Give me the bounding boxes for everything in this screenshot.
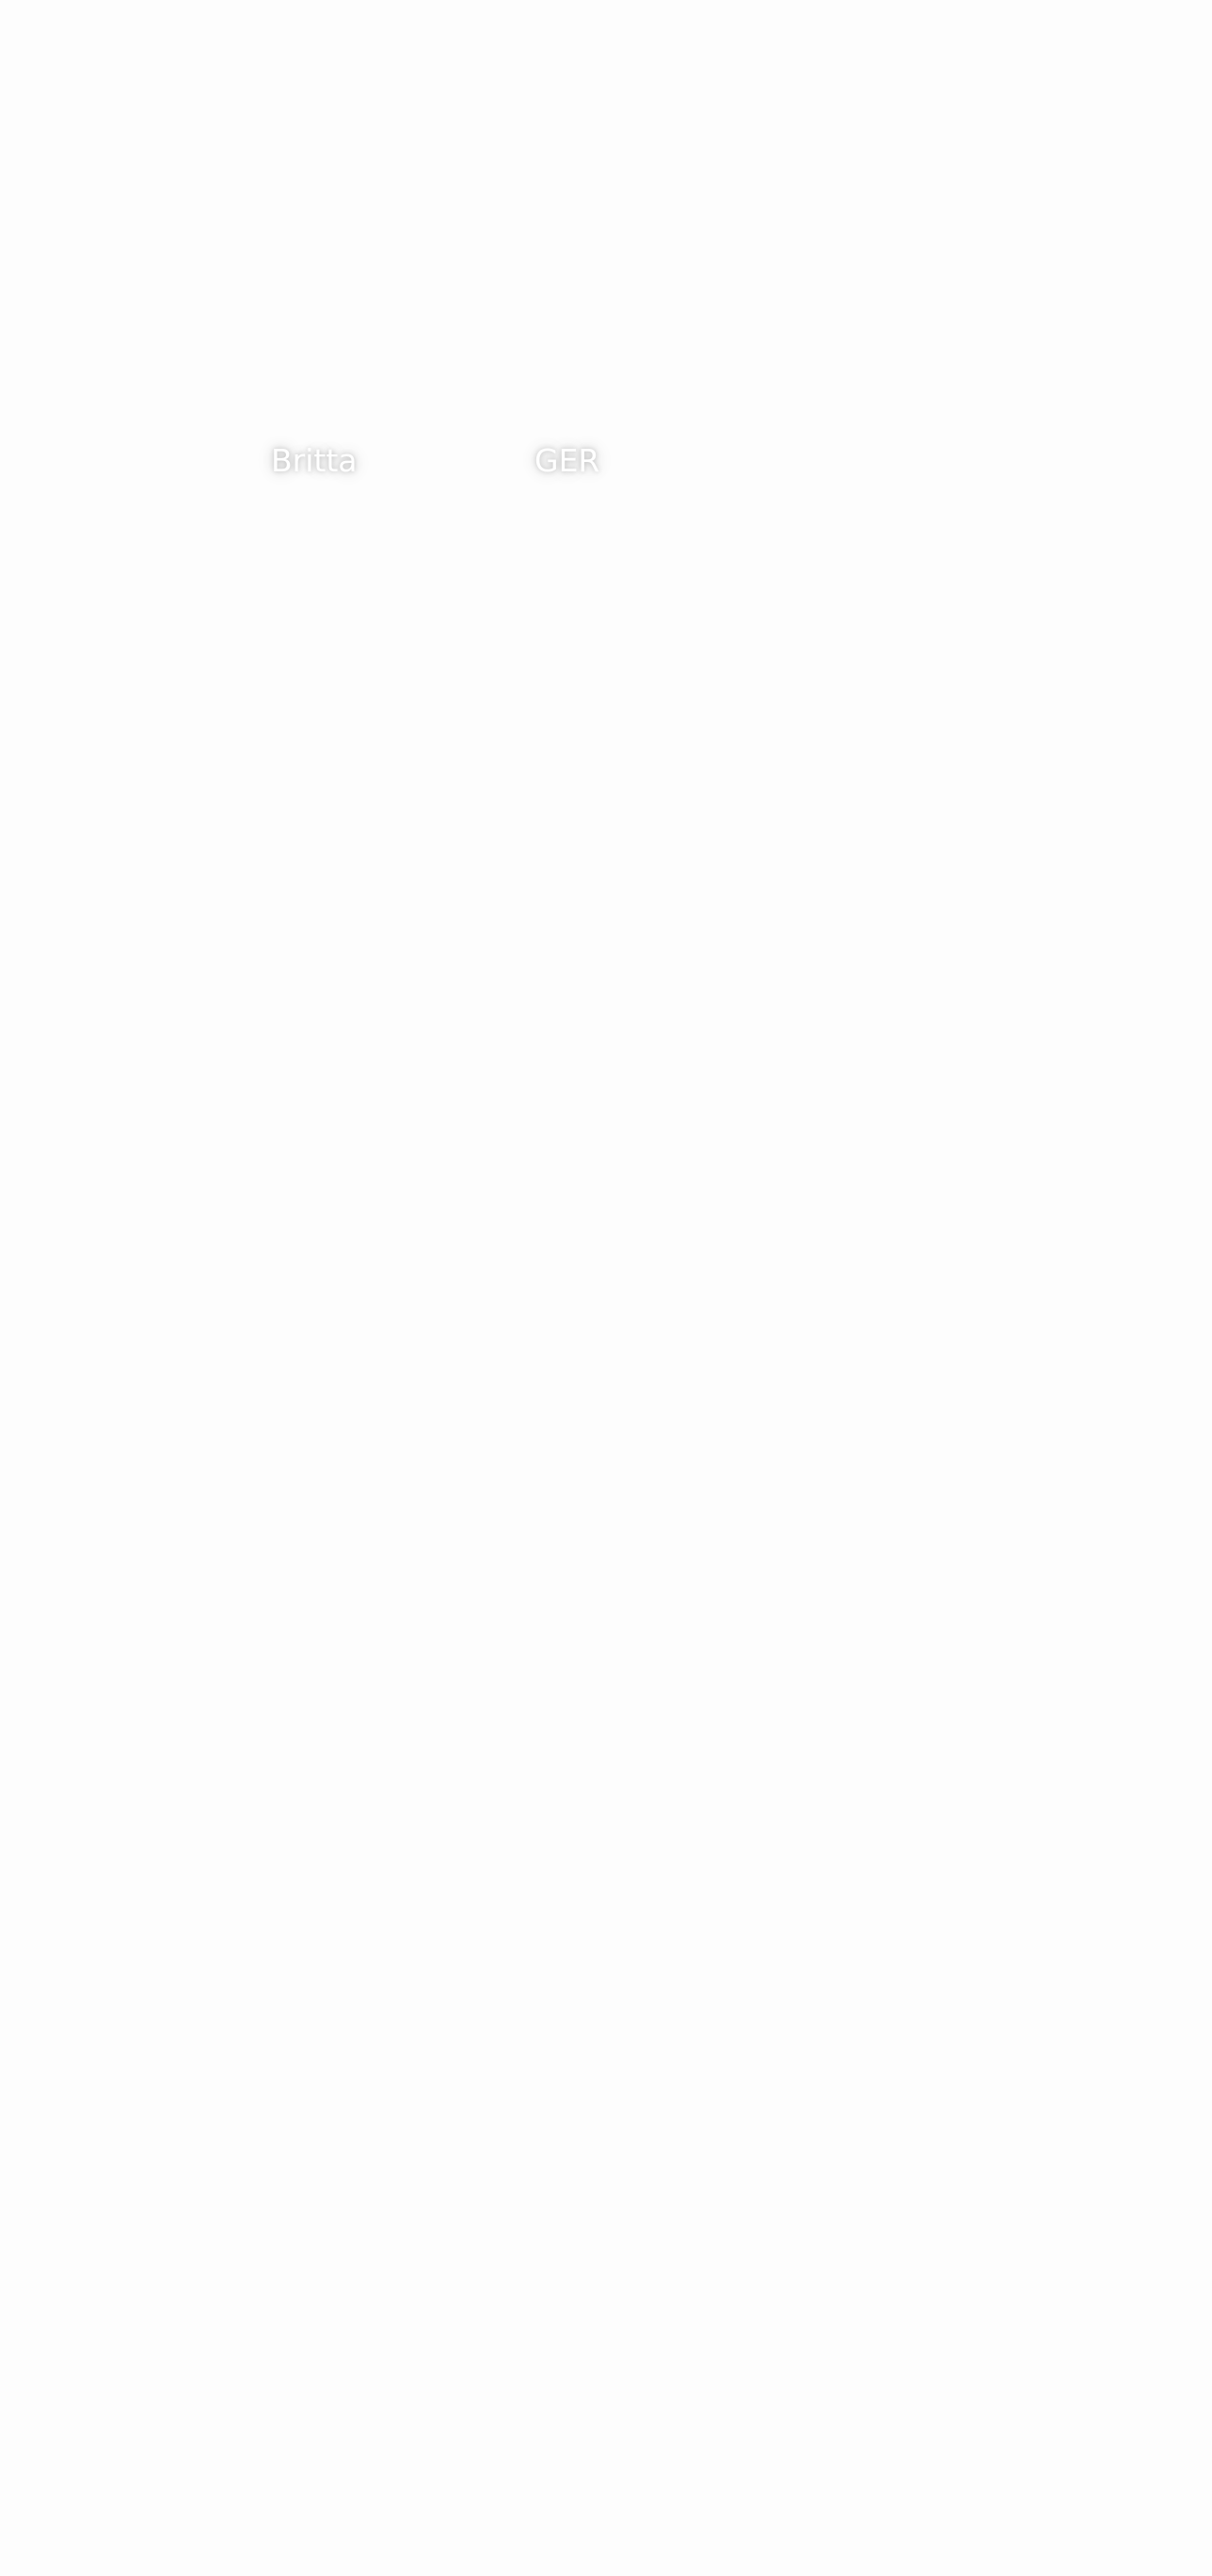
player-name-label: Britta — [271, 442, 358, 479]
team-code-label: GER — [534, 442, 600, 479]
